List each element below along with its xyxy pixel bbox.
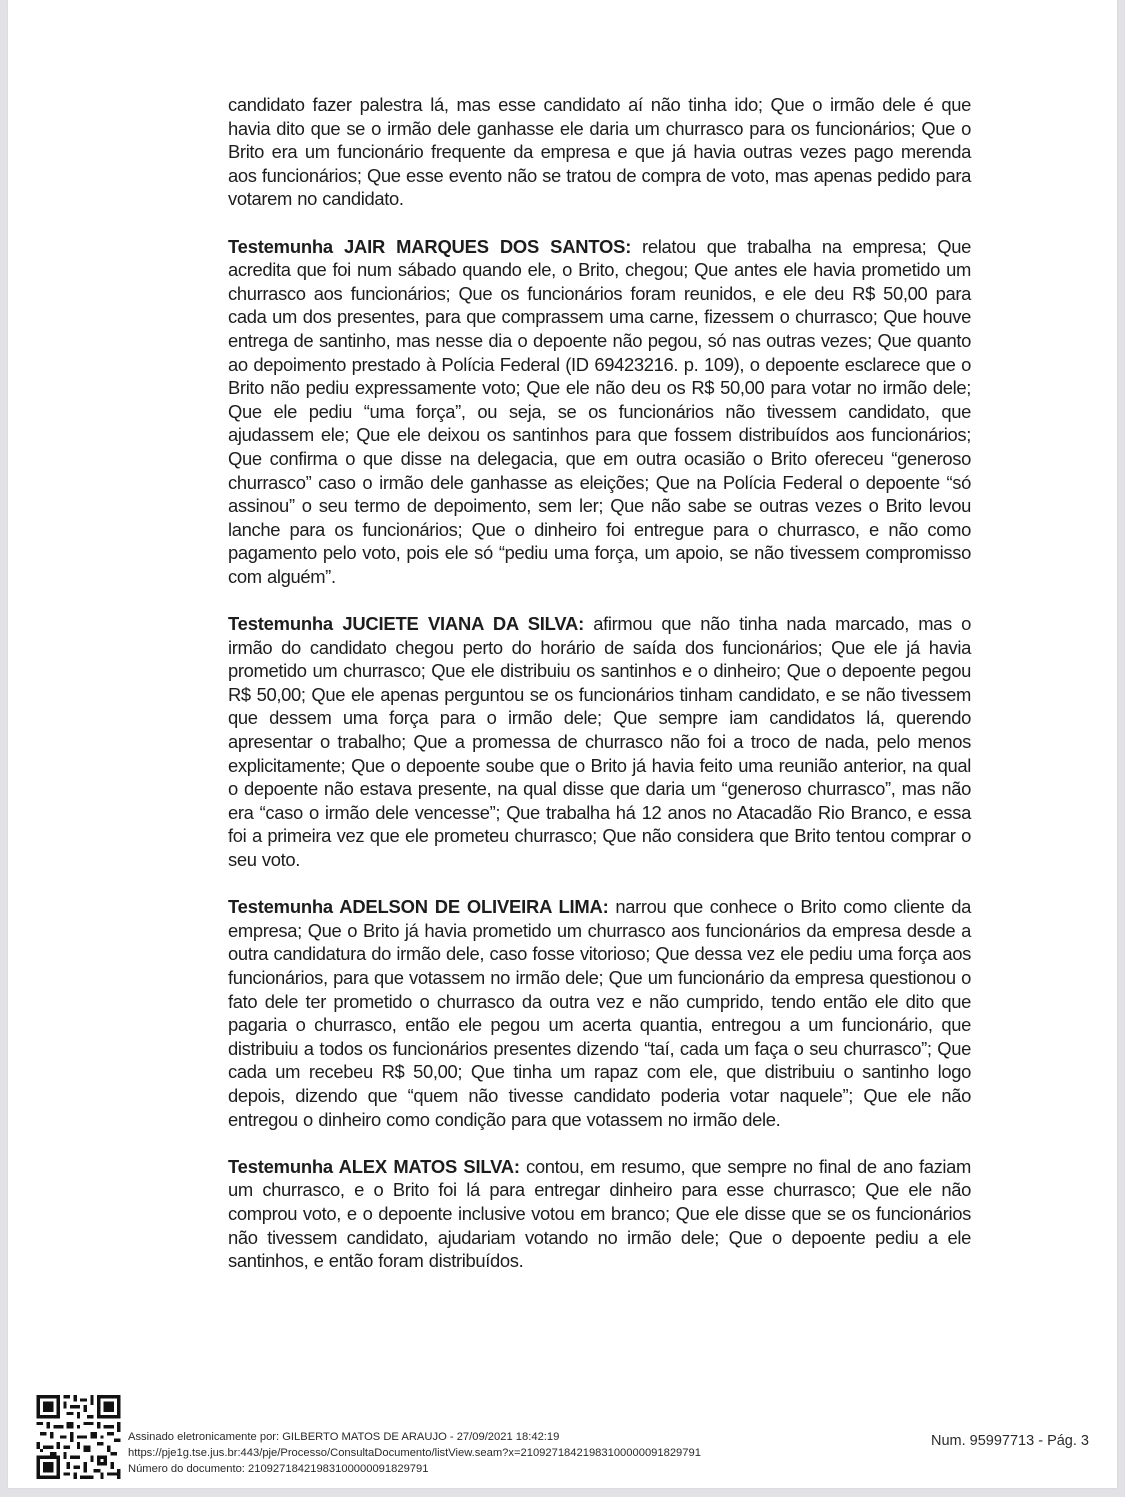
paragraph-text: relatou que trabalha na empresa; Que acredita que foi num sábado quando ele, o Brito, chegou; Que antes ele havia prometido um churrasco aos funcionários; Que os funcionários foram reunidos, e ele deu R$ 50,00 para cada um dos presentes, para que comprassem uma carne, fizessem o churrasco; Que houve entrega de santinho, mas nesse dia o depoente não pegou, só nas outras vezes; Que quanto ao depoimento prestado à Polícia Federal (ID 69423216. p. 109), o depoente esclarece que o Brito não pediu expressamente voto; Que ele não deu os R$ 50,00 para votar no irmão dele; Que ele pediu “uma força”, ou seja, se os funcionários não tivessem candidato, que ajudassem ele; Que ele deixou os santinhos para que fossem distribuídos aos funcionários; Que confirma o que disse na delegacia, que em outra ocasião o Brito ofereceu “generoso churrasco” caso o irmão dele ganhasse as eleições; Que na Polícia Federal o depoente “só assinou” o seu termo de depoimento, sem ler; Que não sabe se outras vezes o Brito levou lanche para os funcionários; Que o dinheiro foi entregue para o churrasco, e não como pagamento pelo voto, pois ele só “pediu uma força, um apoio, se não tivessem compromisso com alguém”. [228,235,971,587]
paragraph-text: contou, em resumo, que sempre no final de ano faziam um churrasco, e o Brito foi lá para entregar dinheiro para esse churrasco; Que ele não comprou voto, e o depoente inclusive votou em branco; Que ele disse que se os funcionários não tivessem candidato, ajudariam votando no irmão dele; Que o depoente pediu a ele santinhos, e então foram distribuídos. [228,1155,972,1272]
witness-name: Testemunha JUCIETE VIANA DA SILVA: [228,613,585,635]
page-number: Num. 95997713 - Pág. 3 [931,1433,1089,1449]
paragraph-text: narrou que conhece o Brito como cliente da empresa; Que o Brito já havia prometido um churrasco aos funcionários da empresa desde a outra candidatura do irmão dele, caso fosse vitorioso; Que dessa vez ele pediu uma força aos funcionários, para que votassem no irmão dele; Que um funcionário da empresa questionou o fato dele ter prometido o churrasco da outra vez e não cumprido, tendo então ele dito que pagaria o churrasco, então ele pegou um acerta quantia, entregou a um funcionário, que distribuiu a todos os funcionários presentes dizendo “taí, cada um faça o seu churrasco”; Que cada um recebeu R$ 50,00; Que tinha um rapaz com ele, que distribuiu o santinho logo depois, dizendo que “quem não tivesse candidato poderia votar naquele”; Que ele não entregou o dinheiro como condição para que votassem no irmão dele. [228,896,971,1130]
witness-name: Testemunha ALEX MATOS SILVA: [228,1155,520,1177]
signature-metadata [128,1429,701,1478]
paragraph-text: candidato fazer palestra lá, mas esse candidato aí não tinha ido; Que o irmão dele é que havia dito que se o irmão dele ganhasse ele daria um churrasco para os funcionários; Que o Brito era um funcionário frequente da empresa e que já havia outras vezes pago merenda aos funcionários; Que esse evento não se tratou de compra de voto, mas apenas pedido para votarem no candidato. [228,94,971,210]
document-number-line: Número do documento: 21092718421983100000091829791 [128,1463,429,1476]
paragraph-witness-juciete [228,612,971,872]
paragraph-text: afirmou que não tinha nada marcado, mas o irmão do candidato chegou perto do horário de saída dos funcionários; Que ele já havia prometido um churrasco; Que ele distribuiu os santinhos e o dinheiro; Que o depoente pegou R$ 50,00; Que ele apenas perguntou se os funcionários tinham candidato, e se não tivessem que dessem uma força para o irmão dele; Que sempre iam candidatos lá, querendo apresentar o trabalho; Que a promessa de churrasco não foi a troco de nada, pelo menos explicitamente; Que o depoente soube que o Brito já havia feito uma reunião anterior, na qual o depoente não estava presente, na qual disse que daria um “generoso churrasco”, mas não era “caso o irmão dele vencesse”; Que trabalha há 12 anos no Atacadão Rio Branco, e essa foi a primeira vez que ele prometeu churrasco; Que não considera que Brito tentou comprar o seu voto. [228,613,971,870]
witness-name: Testemunha JAIR MARQUES DOS SANTOS: [228,235,632,257]
paragraph-continuation [228,93,971,211]
qr-code-icon [36,1395,121,1479]
document-page [8,0,1117,1488]
paragraph-witness-alex [228,1155,971,1273]
document-url-link[interactable]: https://pje1g.tse.jus.br:443/pje/Processo/ConsultaDocumento/listView.seam?x=21092718421983100000091829791 [128,1447,701,1460]
witness-name: Testemunha ADELSON DE OLIVEIRA LIMA: [228,896,609,918]
paragraph-witness-adelson [228,895,971,1131]
paragraph-witness-jair [228,235,971,589]
signed-by-line: Assinado eletronicamente por: GILBERTO MATOS DE ARAUJO - 27/09/2021 18:42:19 [128,1431,560,1443]
document-body [228,93,971,1296]
